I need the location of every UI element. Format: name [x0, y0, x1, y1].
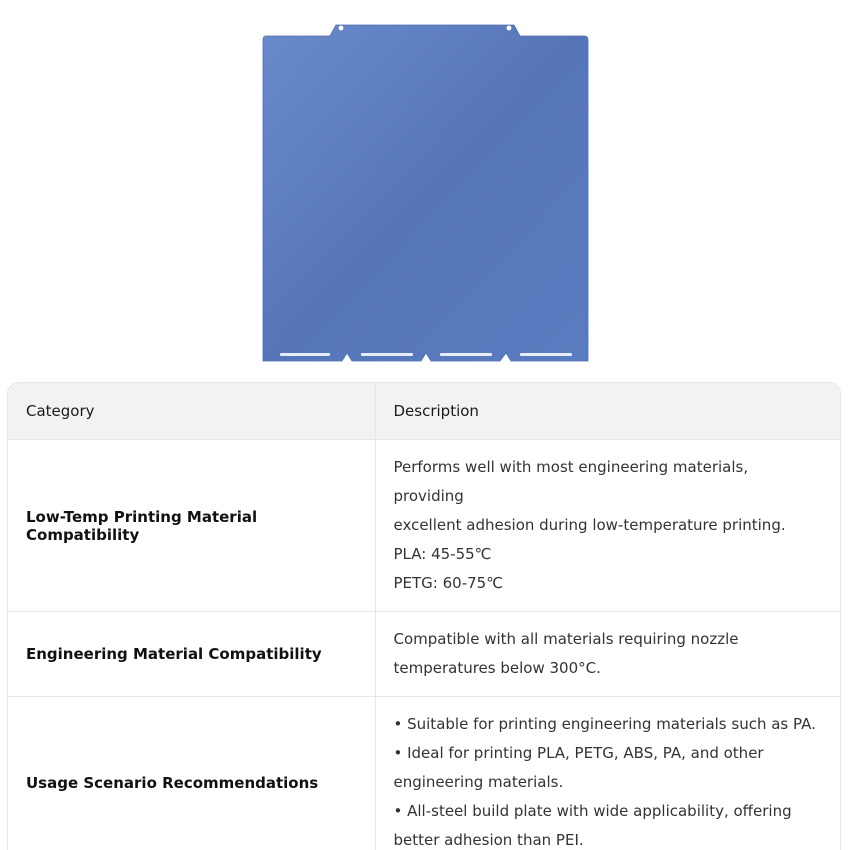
grip-strip [520, 353, 572, 356]
description-line: • Ideal for printing PLA, PETG, ABS, PA, and other [393, 744, 764, 762]
plate-body [263, 25, 588, 361]
grip-strip [280, 353, 330, 356]
description-cell [375, 612, 840, 697]
tab-hole-right [507, 26, 512, 31]
grip-strip [361, 353, 413, 356]
build-plate-illustration [258, 20, 594, 366]
description-line: • All-steel build plate with wide applicability, offering [393, 802, 792, 820]
column-header-category: Category [8, 383, 375, 440]
category-cell: Low-Temp Printing Material Compatibility [26, 507, 258, 544]
description-cell [375, 697, 840, 850]
build-plate-image [258, 20, 594, 366]
description-line: engineering materials. [393, 773, 564, 791]
spec-table [7, 382, 841, 850]
description-line: Performs well with most engineering materials, providing [393, 458, 749, 505]
table-header-row [8, 383, 840, 440]
table-row [8, 440, 840, 612]
category-cell: Engineering Material Compatibility [8, 612, 375, 697]
description-line: temperatures below 300°C. [393, 659, 601, 677]
description-line: Compatible with all materials requiring nozzle [393, 630, 739, 648]
grip-strip [440, 353, 492, 356]
description-line: • Suitable for printing engineering materials such as PA. [393, 715, 816, 733]
description-line: excellent adhesion during low-temperature printing. [393, 516, 786, 534]
table-row [8, 697, 840, 850]
category-cell: Usage Scenario Recommendations [8, 697, 375, 850]
description-line: better adhesion than PEI. [393, 831, 584, 849]
table-row [8, 612, 840, 697]
description-cell [375, 440, 840, 612]
column-header-description: Description [375, 383, 840, 440]
tab-hole-left [339, 26, 344, 31]
description-line: PLA: 45-55℃ [393, 545, 492, 563]
description-line: PETG: 60-75℃ [393, 574, 504, 592]
